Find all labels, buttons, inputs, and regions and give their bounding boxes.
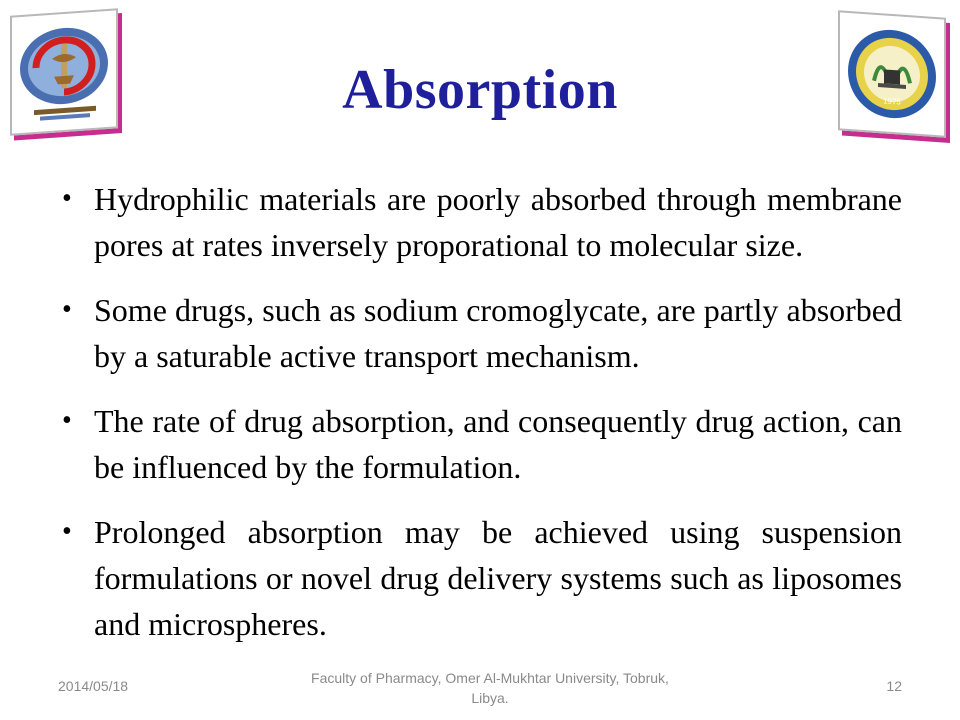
bullet-dot: • — [62, 516, 72, 547]
slide-title: Absorption — [342, 59, 618, 121]
footer-date: 2014/05/18 — [58, 678, 129, 694]
bullet-item — [60, 398, 902, 490]
bullet-dot: • — [62, 183, 72, 214]
bullet-text: Prolonged absorption may be achieved using suspension formulations or novel drug delivery systems such as liposomes and microspheres. — [94, 514, 902, 642]
seal-year: 1975 — [883, 96, 901, 107]
bullet-text: Hydrophilic materials are poorly absorbed through membrane pores at rates inversely proporational to molecular size. — [94, 181, 902, 263]
footer-institution: Faculty of Pharmacy, Omer Al-Mukhtar University, Tobruk, Libya. — [311, 670, 669, 706]
bullet-item — [60, 509, 902, 647]
bullet-item — [60, 287, 902, 379]
footer-page-number: 12 — [886, 678, 902, 694]
bullet-dot: • — [62, 294, 72, 325]
bullet-text: The rate of drug absorption, and consequently drug action, can be influenced by the formulation. — [94, 403, 902, 485]
bullet-item — [60, 176, 902, 268]
bullet-dot: • — [62, 405, 72, 436]
bullet-text: Some drugs, such as sodium cromoglycate, are partly absorbed by a saturable active transport mechanism. — [94, 292, 902, 374]
bullet-list — [60, 176, 902, 666]
